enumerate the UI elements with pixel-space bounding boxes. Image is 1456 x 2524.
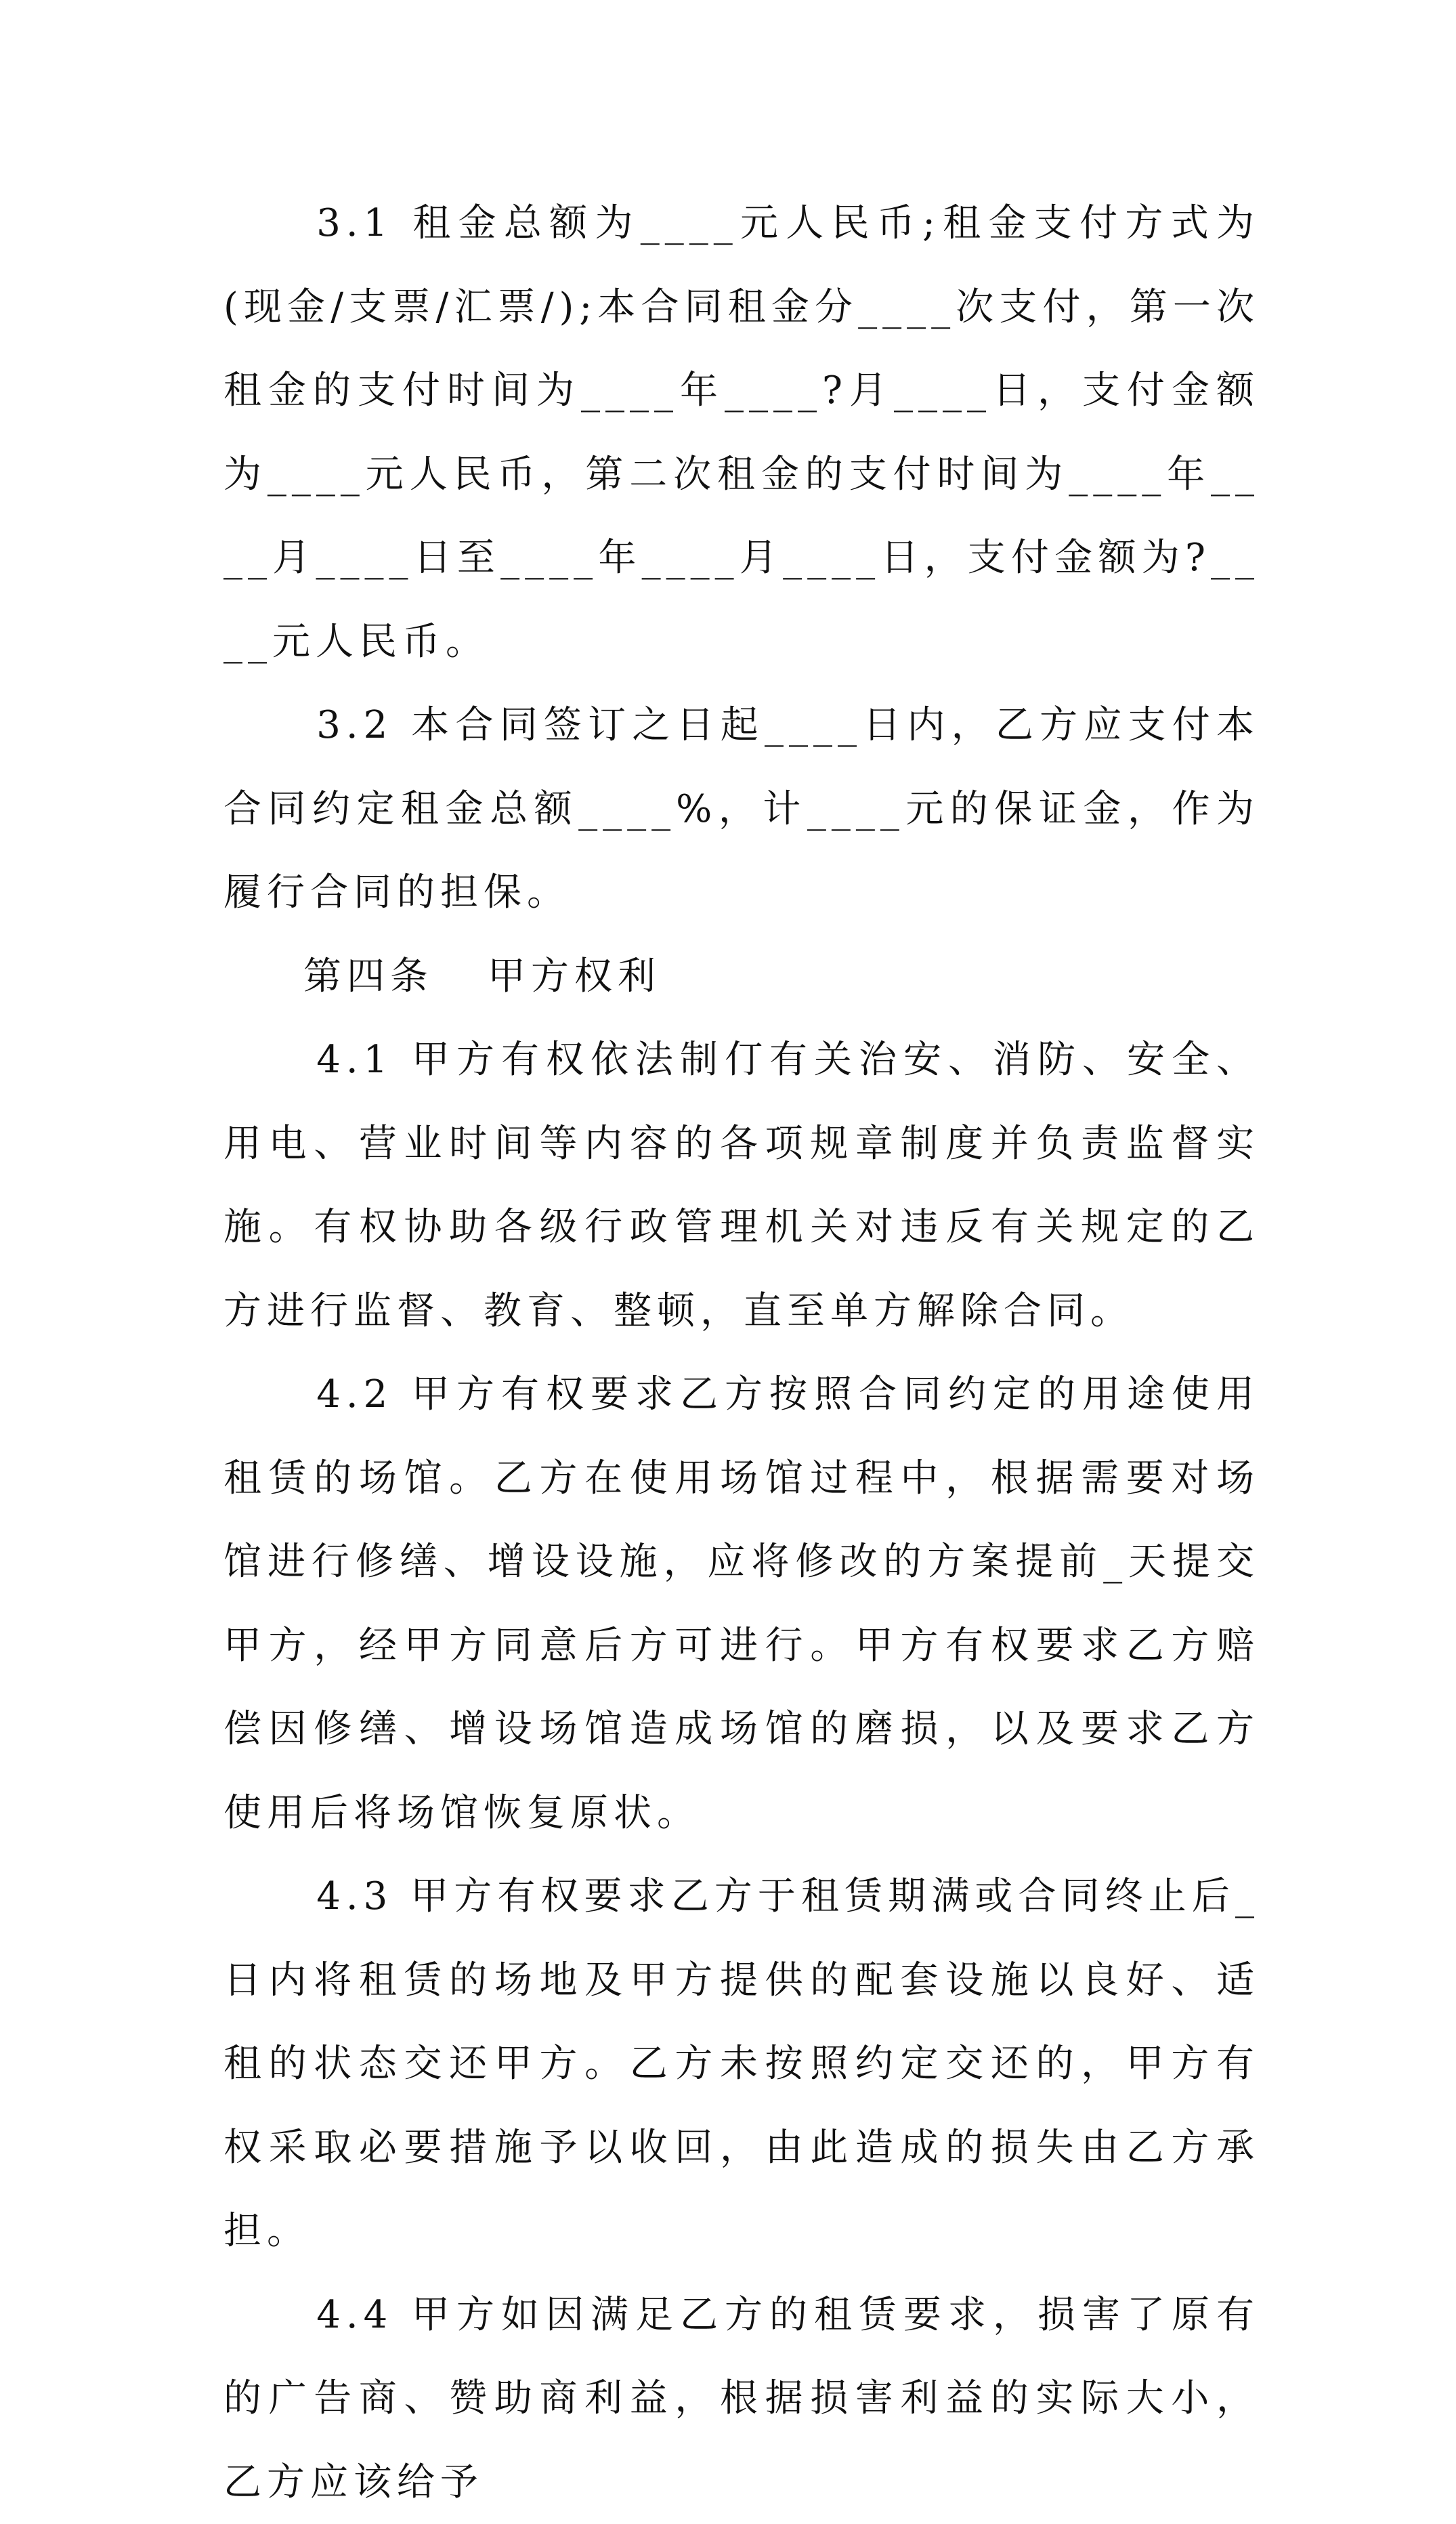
clause-3-2: 3.2 本合同签订之日起____日内，乙方应支付本合同约定租金总额____%，计____元的保证金，作为履行合同的担保。 [223,683,1260,935]
clause-4-4: 4.4 甲方如因满足乙方的租赁要求，损害了原有的广告商、赞助商利益，根据损害利益的实际大小，乙方应该给予 [223,2273,1260,2524]
section-number: 第四条 [303,954,433,998]
clause-4-3: 4.3 甲方有权要求乙方于租赁期满或合同终止后_日内将租赁的场地及甲方提供的配套设施以良好、适租的状态交还甲方。乙方未按照约定交还的，甲方有权采取必要措施予以收回，由此造成的损失由乙方承担。 [223,1855,1260,2273]
section-title: 甲方权利 [488,954,661,998]
clause-4-2: 4.2 甲方有权要求乙方按照合同约定的用途使用租赁的场馆。乙方在使用场馆过程中，根据需要对场馆进行修缮、增设设施，应将修改的方案提前_天提交甲方，经甲方同意后方可进行。甲方有权要求乙方赔偿因修缮、增设场馆造成场馆的磨损，以及要求乙方使用后将场馆恢复原状。 [223,1353,1260,1855]
clause-4-1: 4.1 甲方有权依法制仃有关治安、消防、安全、用电、营业时间等内容的各项规章制度并负责监督实施。有权协助各级行政管理机关对违反有关规定的乙方进行监督、教育、整顿，直至单方解除合同。 [223,1018,1260,1353]
document-page [223,182,1260,2524]
clause-3-1: 3.1 租金总额为____元人民币;租金支付方式为(现金/支票/汇票/);本合同租金分____次支付，第一次租金的支付时间为____年____?月____日，支付金额为____元人民币，第二次租金的支付时间为____年____月____日至____年____月____日，支付金额为?____元人民币。 [223,182,1260,683]
section-heading [223,935,1260,1019]
